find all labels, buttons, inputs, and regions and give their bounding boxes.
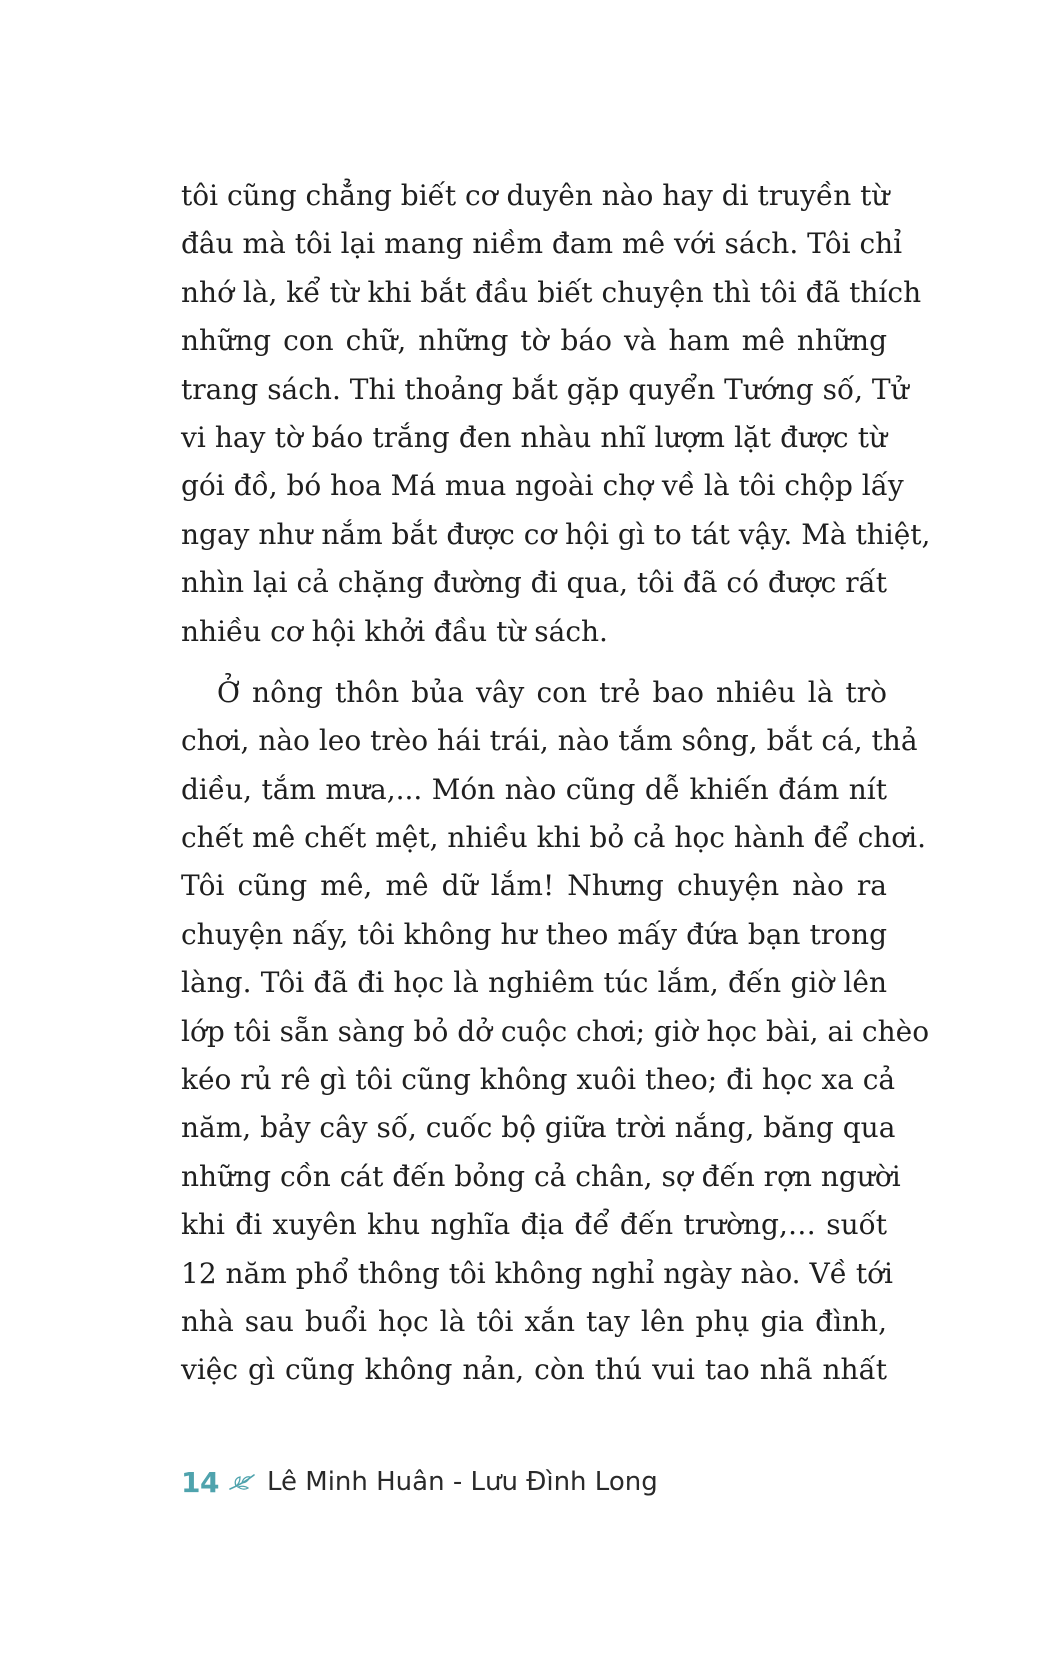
text-line: Tôi cũng mê, mê dữ lắm! Nhưng chuyện nào ra (181, 869, 887, 903)
text-line: Ở nông thôn bủa vây con trẻ bao nhiêu là trò (217, 675, 887, 709)
text-line: kéo rủ rê gì tôi cũng không xuôi theo; đi học xa cả (181, 1063, 896, 1097)
text-line: chuyện nấy, tôi không hư theo mấy đứa bạn trong (181, 917, 887, 951)
text-line: ngay như nắm bắt được cơ hội gì to tát vậy. Mà thiệt, (181, 517, 931, 551)
page-footer (181, 1462, 658, 1502)
text-line: trang sách. Thi thoảng bắt gặp quyển Tướng số, Tử (181, 372, 909, 406)
body-text (181, 172, 931, 1395)
page-number: 14 (181, 1465, 219, 1499)
text-line: nhà sau buổi học là tôi xắn tay lên phụ gia đình, (181, 1304, 887, 1338)
text-line: chơi, nào leo trèo hái trái, nào tắm sông, bắt cá, thả (181, 724, 918, 758)
text-line: tôi cũng chẳng biết cơ duyên nào hay di truyền từ (181, 179, 890, 212)
text-line: những con chữ, những tờ báo và ham mê những (181, 324, 887, 358)
text-line: khi đi xuyên khu nghĩa địa để đến trường,… suốt (181, 1208, 887, 1242)
text-line: việc gì cũng không nản, còn thú vui tao nhã nhất (181, 1353, 887, 1387)
text-line: những cồn cát đến bỏng cả chân, sợ đến rợn người (181, 1159, 901, 1193)
text-line: làng. Tôi đã đi học là nghiêm túc lắm, đến giờ lên (181, 966, 887, 1000)
text-line: chết mê chết mệt, nhiều khi bỏ cả học hành để chơi. (181, 821, 927, 855)
text-line: năm, bảy cây số, cuốc bộ giữa trời nắng, băng qua (181, 1111, 896, 1145)
author-names: Lê Minh Huân - Lưu Đình Long (266, 1467, 658, 1497)
text-line: vi hay tờ báo trắng đen nhàu nhĩ lượm lặt được từ (181, 420, 887, 454)
text-line: gói đồ, bó hoa Má mua ngoài chợ về là tôi chộp lấy (181, 469, 904, 503)
text-line: 12 năm phổ thông tôi không nghỉ ngày nào. Về tới (181, 1256, 893, 1290)
text-line: nhớ là, kể từ khi bắt đầu biết chuyện thì tôi đã thích (181, 275, 922, 309)
paragraph-1 (181, 172, 931, 656)
paragraph-2 (181, 669, 930, 1395)
text-line: nhiều cơ hội khởi đầu từ sách. (181, 614, 608, 648)
text-line: nhìn lại cả chặng đường đi qua, tôi đã có được rất (181, 566, 888, 600)
leaf-sprig-icon (227, 1470, 257, 1494)
text-line: lớp tôi sẵn sàng bỏ dở cuộc chơi; giờ học bài, ai chèo (181, 1014, 930, 1048)
text-line: diều, tắm mưa,... Món nào cũng dễ khiến đám nít (181, 772, 887, 806)
text-line: đâu mà tôi lại mang niềm đam mê với sách. Tôi chỉ (181, 227, 903, 261)
